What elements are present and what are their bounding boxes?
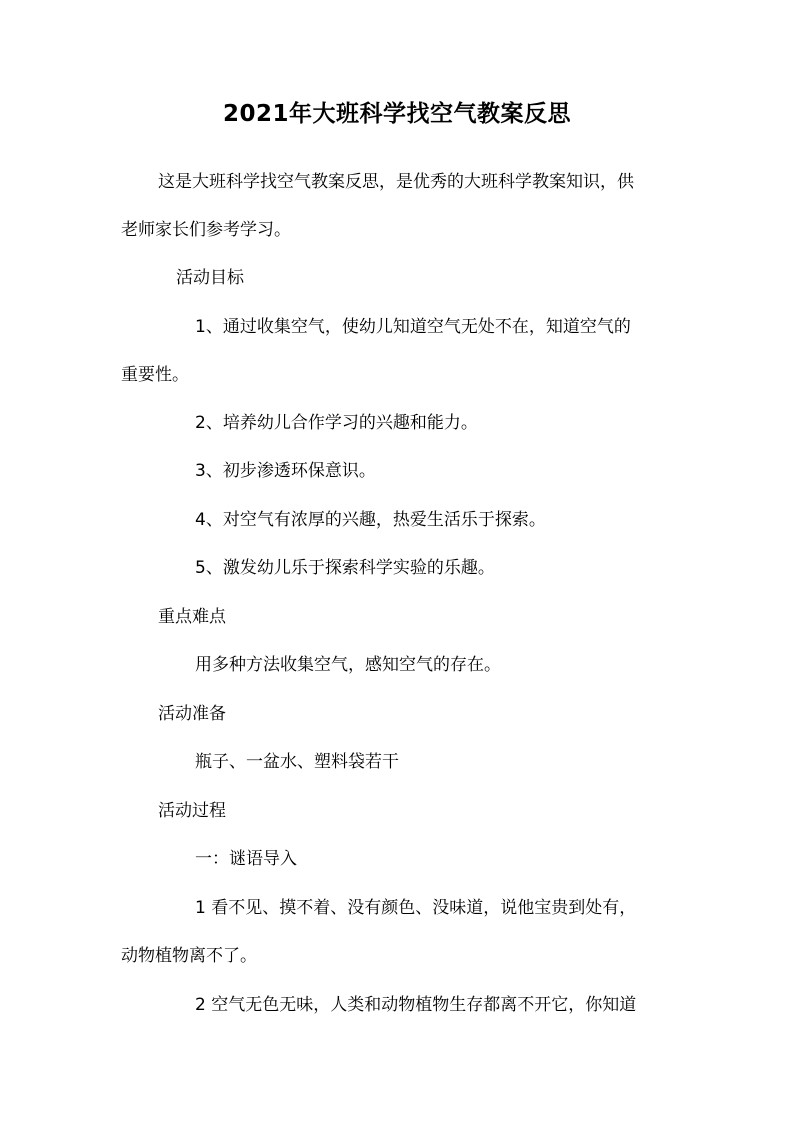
- goal-3: 3、初步渗透环保意识。: [195, 461, 376, 481]
- riddle-1-line-2: 动物植物离不了。: [121, 946, 257, 966]
- heading-process: 活动过程: [158, 801, 226, 821]
- heading-activity-goals: 活动目标: [176, 268, 244, 288]
- key-points-text: 用多种方法收集空气，感知空气的存在。: [195, 655, 501, 675]
- goal-1-line-1: 1、通过收集空气，使幼儿知道空气无处不在，知道空气的: [195, 317, 631, 337]
- document-title: 2021年大班科学找空气教案反思: [222, 101, 571, 127]
- intro-line-2: 老师家长们参考学习。: [121, 220, 291, 240]
- goal-5: 5、激发幼儿乐于探索科学实验的乐趣。: [195, 558, 495, 578]
- goal-2: 2、培养幼儿合作学习的兴趣和能力。: [195, 413, 478, 433]
- goal-1-line-2: 重要性。: [121, 365, 189, 385]
- heading-key-points: 重点难点: [158, 607, 226, 627]
- heading-preparation: 活动准备: [158, 704, 226, 724]
- goal-4: 4、对空气有浓厚的兴趣，热爱生活乐于探索。: [195, 510, 546, 530]
- process-step-1-heading: 一：谜语导入: [195, 849, 297, 869]
- intro-line-1: 这是大班科学找空气教案反思，是优秀的大班科学教案知识，供: [158, 172, 634, 192]
- riddle-1-line-1: 1 看不见、摸不着、没有颜色、没味道，说他宝贵到处有，: [195, 898, 637, 918]
- riddle-2-line-1: 2 空气无色无味，人类和动物植物生存都离不开它，你知道: [195, 995, 637, 1015]
- preparation-text: 瓶子、一盆水、塑料袋若干: [195, 752, 399, 772]
